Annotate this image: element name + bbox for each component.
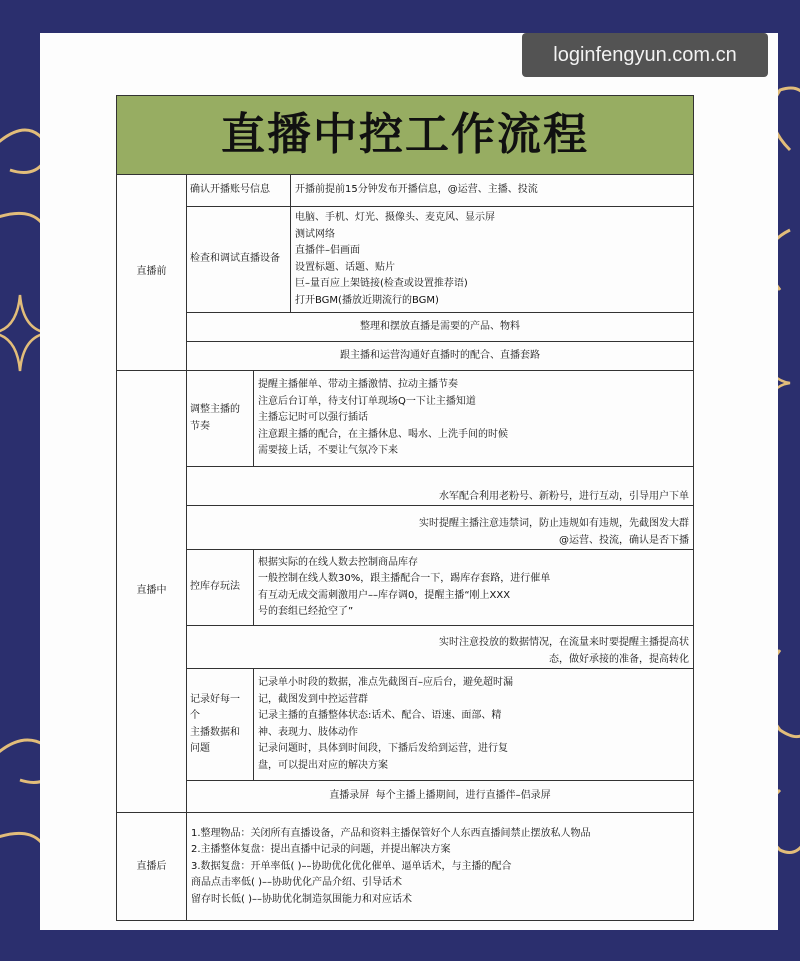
task-detail: 开播前提前15分钟发布开播信息，@运营、主播、投流	[295, 184, 538, 196]
task-detail: 整理和摆放直播是需要的产品、物料	[360, 320, 520, 332]
workflow-table	[116, 95, 694, 921]
table-row	[187, 467, 693, 506]
task-detail: 记录单小时段的数据，准点先截图百–应后台，避免超时漏 记，截图发到中控运营群 记录主播的直播整体状态:话术、配合、语速、面部、精 神、表现力、肢体动作 记录问题时，具体到时间段，下播后发给到运营，进行复 盘，可以提出对应的解决方案	[258, 677, 513, 771]
watermark: loginfengyun.com.cn	[522, 33, 768, 77]
task-detail: 提醒主播催单、带动主播激情、拉动主播节奏 注意后台订单，待支付订单现场Q一下让主播知道 主播忘记时可以强行插话 注意跟主播的配合，在主播休息、喝水、上洗手间的时候 需要接上话，不要让气氛冷下来	[258, 379, 508, 457]
table-row	[187, 626, 693, 669]
task-detail: 根据实际的在线人数去控制商品库存 一般控制在线人数30%，跟主播配合一下，踢库存套路，进行催单 有互动无成交需刺激用户––库存调0，提醒主播“刚上XXX 号的套组已经抢空了”	[258, 556, 551, 617]
table-row	[187, 371, 693, 467]
task-detail: 实时注意投放的数据情况，在流量来时要提醒主播提高状 态，做好承接的准备，提高转化	[439, 637, 689, 665]
task-label: 确认开播账号信息	[187, 175, 291, 206]
phase-during	[117, 371, 693, 813]
table-row	[187, 342, 693, 370]
phase-label-during: 直播中	[117, 371, 187, 812]
task-detail: 1.整理物品：关闭所有直播设备，产品和资料主播保管好个人东西直播间禁止摆放私人物品 2.主播整体复盘：提出直播中记录的问题，并提出解决方案 3.数据复盘：开单率低( )––协助优化优化催单、逼单话术，与主播的配合 商品点击率低( )––协助优化产品介绍、引导话术 留存时长低( )––协助优化制造氛围能力和对应话术	[191, 827, 591, 905]
task-label: 控库存玩法	[187, 550, 254, 625]
table-row	[187, 313, 693, 342]
task-detail: 电脑、手机、灯光、摄像头、麦克风、显示屏 测试网络 直播伴–侣画面 设置标题、话题、贴片 巨–量百应上架链接(检查或设置推荐语) 打开BGM(播放近期流行的BGM)	[295, 212, 495, 306]
table-row	[187, 506, 693, 550]
task-detail: 直播录屏 每个主播上播期间，进行直播伴–侣录屏	[329, 790, 551, 802]
task-label: 检查和调试直播设备	[187, 207, 291, 312]
phase-label-after: 直播后	[117, 813, 187, 921]
task-label: 调整主播的 节奏	[187, 371, 254, 466]
task-detail: 跟主播和运营沟通好直播时的配合、直播套路	[340, 349, 540, 361]
page-title: 直播中控工作流程	[117, 96, 693, 175]
task-detail: 水军配合利用老粉号、新粉号，进行互动，引导用户下单	[439, 490, 689, 502]
table-row	[187, 550, 693, 626]
table-row	[187, 175, 693, 207]
table-row	[187, 669, 693, 781]
phase-after	[117, 813, 693, 921]
task-label: 记录好每一 个 主播数据和 问题	[187, 669, 254, 780]
phase-before	[117, 175, 693, 371]
table-row	[187, 207, 693, 313]
table-row	[187, 781, 693, 812]
phase-label-before: 直播前	[117, 175, 187, 370]
task-detail: 实时提醒主播注意违禁词，防止违规如有违规，先截图发大群 @运营、投流，确认是否下播	[419, 518, 689, 546]
